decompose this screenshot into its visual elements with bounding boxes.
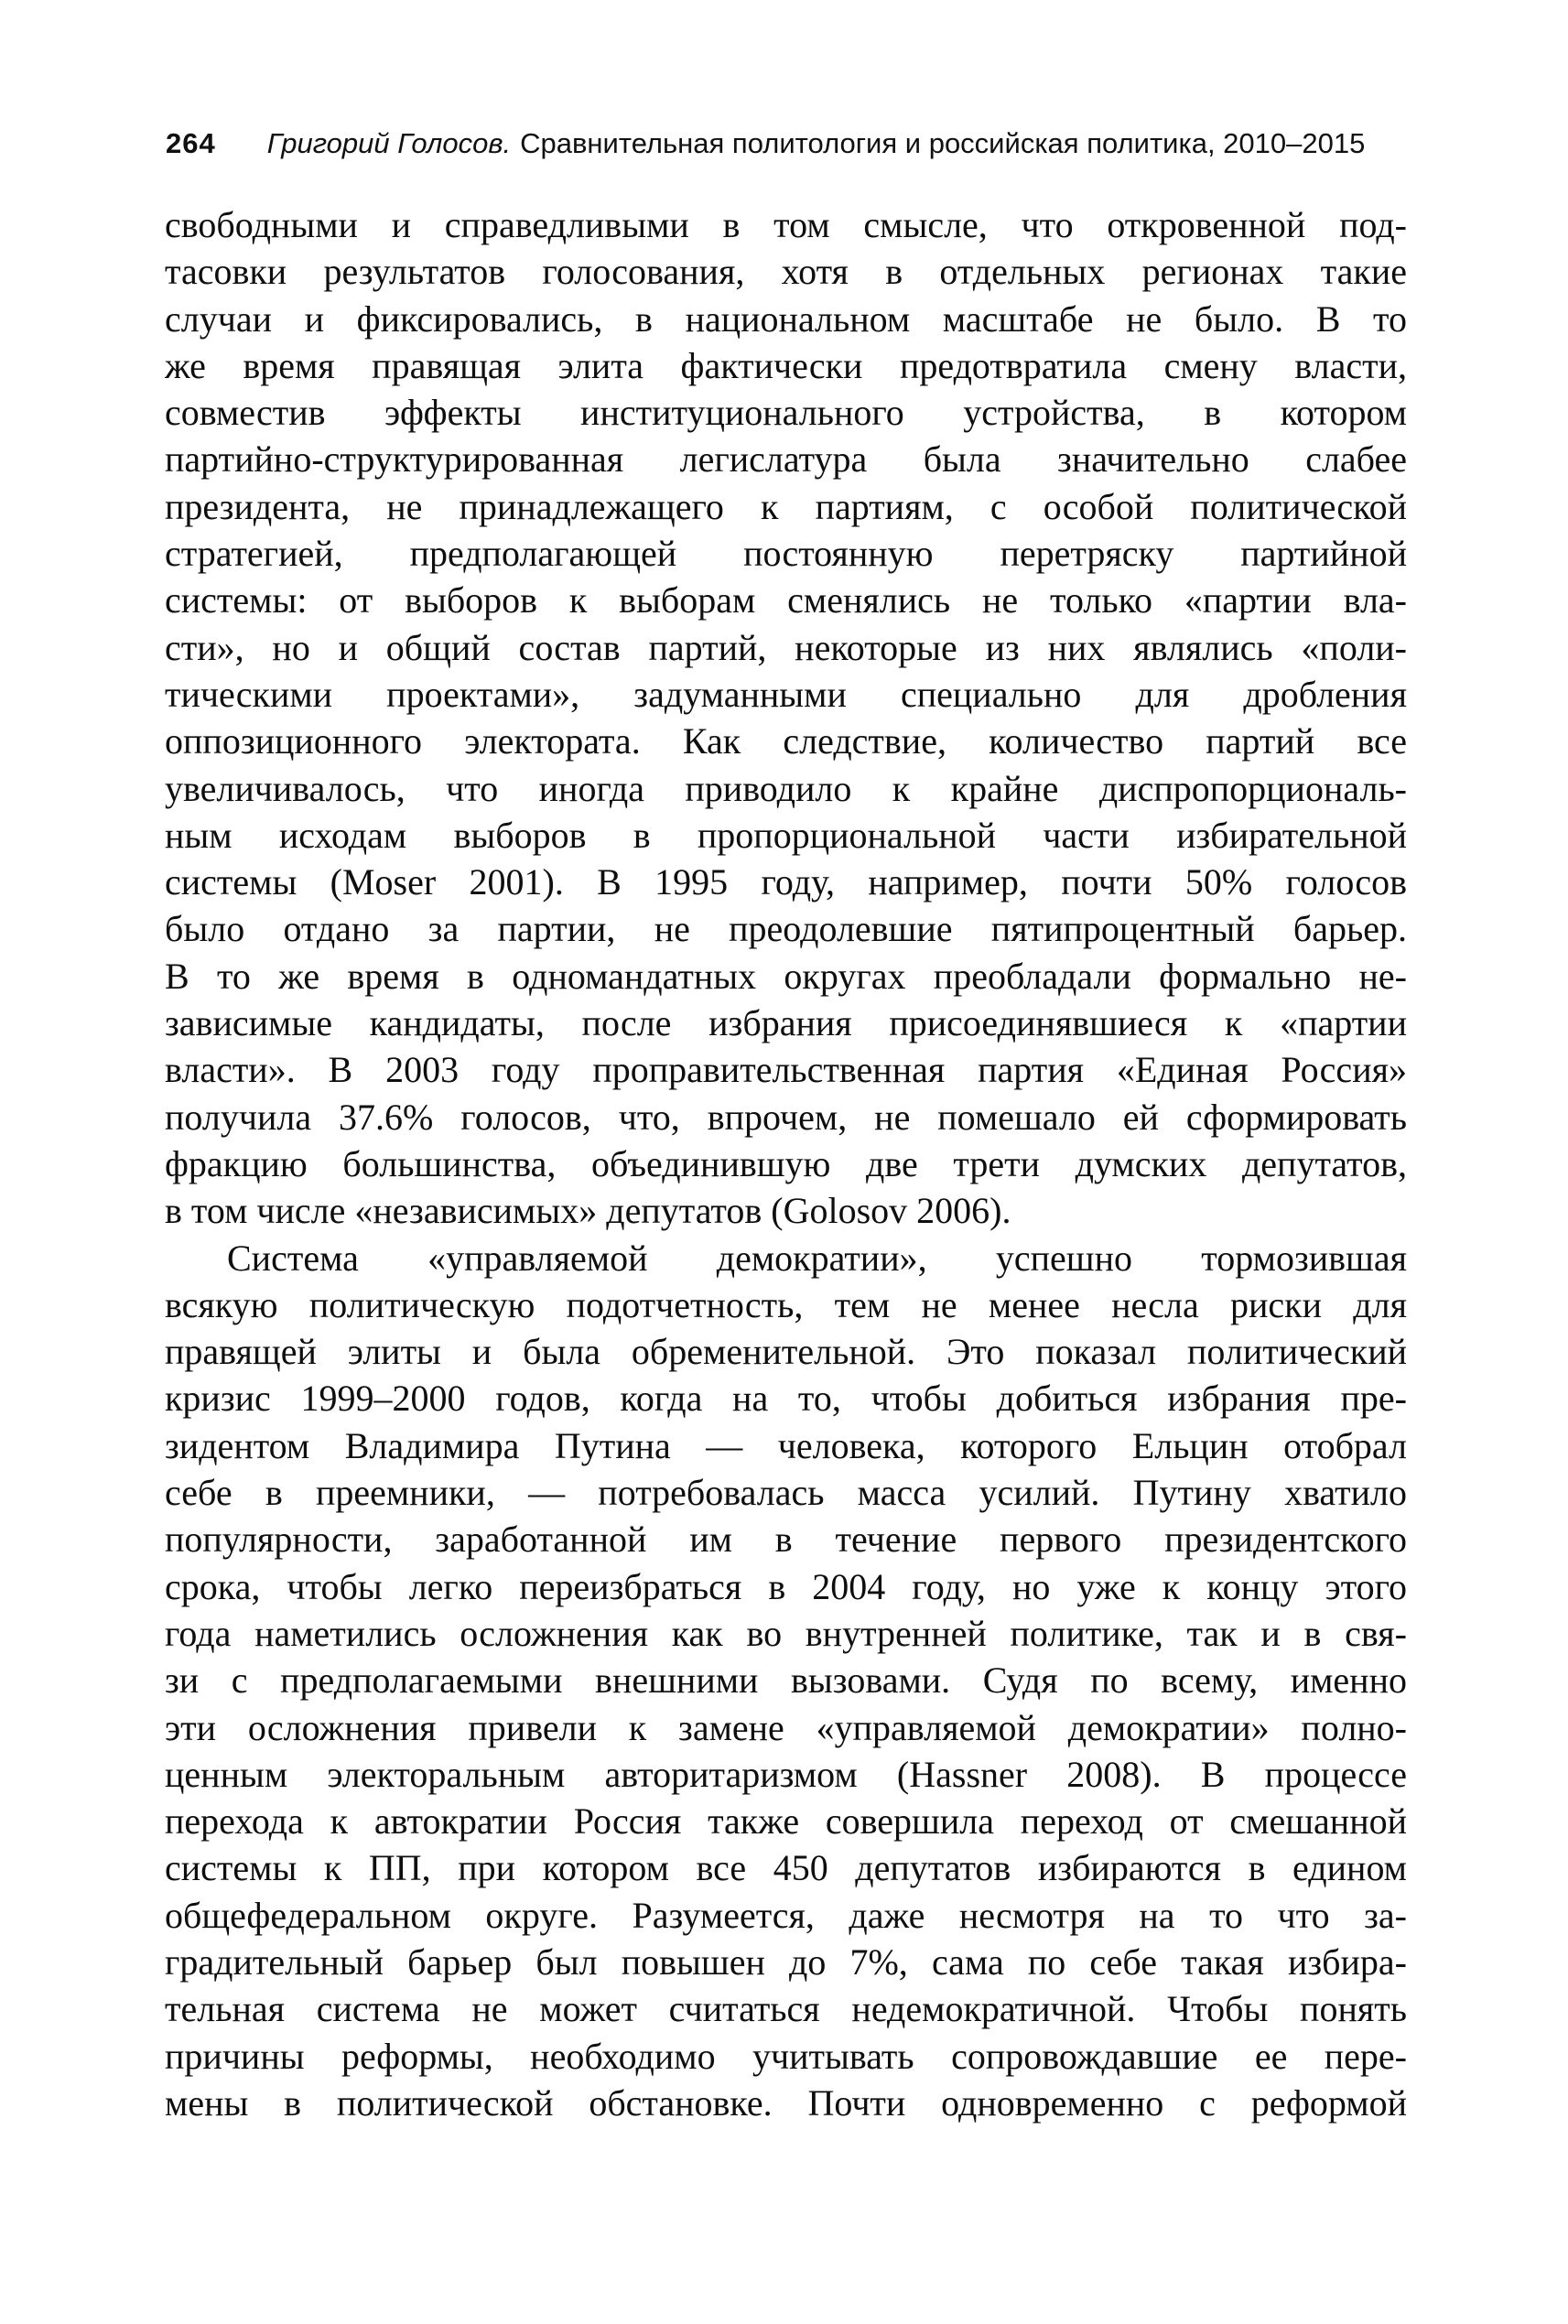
text-line: партийно-структурированная легислатура была значительно слабее bbox=[165, 438, 1407, 481]
paragraph bbox=[165, 201, 1407, 1235]
text-line: популярности, заработанной им в течение первого президентского bbox=[165, 1519, 1407, 1561]
paragraph bbox=[165, 1235, 1407, 2127]
text-line: градительный барьер был повышен до 7%, сама по себе такая избира- bbox=[165, 1940, 1407, 1983]
text-line: срока, чтобы легко переизбраться в 2004 году, но уже к концу этого bbox=[165, 1565, 1407, 1607]
text-line: увеличивалось, что иногда приводило к крайне диспропорциональ- bbox=[165, 767, 1407, 809]
text-line: кризис 1999–2000 годов, когда на то, чтобы добиться избрания пре- bbox=[165, 1378, 1407, 1420]
text-line: же время правящая элита фактически предотвратила смену власти, bbox=[165, 344, 1407, 386]
text-line: всякую политическую подотчетность, тем не менее несла риски для bbox=[165, 1283, 1407, 1325]
text-line: было отдано за партии, не преодолевшие пятипроцентный барьер. bbox=[165, 908, 1407, 950]
text-line: себе в преемники, — потребовалась масса усилий. Путину хватило bbox=[165, 1472, 1407, 1514]
text-line: системы: от выборов к выборам сменялись не только «партии вла- bbox=[165, 579, 1407, 622]
text-line: фракцию большинства, объединившую две трети думских депутатов, bbox=[165, 1142, 1407, 1184]
text-line: зависимые кандидаты, после избрания присоединявшиеся к «партии bbox=[165, 1002, 1407, 1044]
body-text-block bbox=[165, 201, 1407, 2126]
text-line: случаи и фиксировались, в национальном масштабе не было. В то bbox=[165, 297, 1407, 340]
text-line: мены в политической обстановке. Почти одновременно с реформой bbox=[165, 2081, 1407, 2124]
text-line: общефедеральном округе. Разумеется, даже несмотря на то что за- bbox=[165, 1894, 1407, 1936]
text-line: президента, не принадлежащего к партиям, с особой политической bbox=[165, 485, 1407, 527]
text-line: причины реформы, необходимо учитывать сопровождавшие ее пере- bbox=[165, 2035, 1407, 2077]
text-line: эти осложнения привели к замене «управляемой демократии» полно- bbox=[165, 1706, 1407, 1748]
page-number: 264 bbox=[166, 127, 216, 159]
text-line: правящей элиты и была обременительной. Это показал политический bbox=[165, 1331, 1407, 1373]
text-line: тасовки результатов голосования, хотя в отдельных регионах такие bbox=[165, 251, 1407, 293]
text-line: власти». В 2003 году проправительственная партия «Единая Россия» bbox=[165, 1049, 1407, 1091]
text-line: Система «управляемой демократии», успешно тормозившая bbox=[227, 1237, 1407, 1279]
text-line: оппозиционного электората. Как следствие, количество партий все bbox=[165, 720, 1407, 762]
text-line: системы к ПП, при котором все 450 депутатов избираются в едином bbox=[165, 1847, 1407, 1889]
text-line: ценным электоральным авторитаризмом (Hassner 2008). В процессе bbox=[165, 1753, 1407, 1795]
text-line: системы (Moser 2001). В 1995 году, например, почти 50% голосов bbox=[165, 861, 1407, 903]
running-head bbox=[166, 126, 1412, 161]
text-line: тическими проектами», задуманными специально для дробления bbox=[165, 673, 1407, 715]
text-line: ным исходам выборов в пропорциональной части избирательной bbox=[165, 814, 1407, 856]
text-line: зи с предполагаемыми внешними вызовами. Судя по всему, именно bbox=[165, 1659, 1407, 1702]
text-line: перехода к автократии Россия также совершила переход от смешанной bbox=[165, 1800, 1407, 1843]
header-book-title: Сравнительная политология и российская политика, 2010–2015 bbox=[520, 127, 1366, 159]
text-line: получила 37.6% голосов, что, впрочем, не помешало ей сформировать bbox=[165, 1096, 1407, 1138]
text-line: сти», но и общий состав партий, некоторые из них являлись «поли- bbox=[165, 626, 1407, 668]
text-line: В то же время в одномандатных округах преобладали формально не- bbox=[165, 955, 1407, 997]
text-line: стратегией, предполагающей постоянную перетряску партийной bbox=[165, 533, 1407, 575]
text-line: тельная система не может считаться недемократичной. Чтобы понять bbox=[165, 1988, 1407, 2030]
text-line: зидентом Владимира Путина — человека, которого Ельцин отобрал bbox=[165, 1424, 1407, 1466]
header-author: Григорий Голосов. bbox=[266, 127, 512, 159]
text-line: года наметились осложнения как во внутренней политике, так и в свя- bbox=[165, 1612, 1407, 1654]
text-line: совместив эффекты институционального устройства, в котором bbox=[165, 392, 1407, 434]
text-line: свободными и справедливыми в том смысле, что откровенной под- bbox=[165, 204, 1407, 245]
text-line: в том числе «независимых» депутатов (Golosov 2006). bbox=[165, 1190, 1011, 1232]
